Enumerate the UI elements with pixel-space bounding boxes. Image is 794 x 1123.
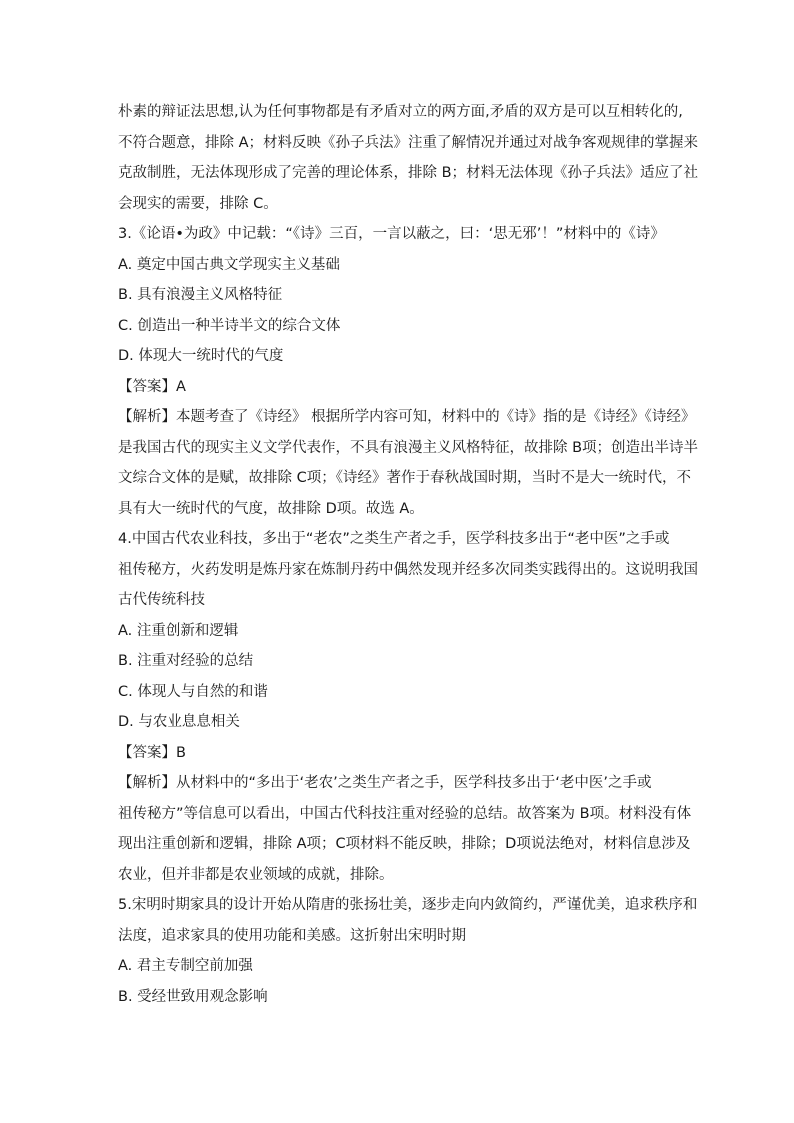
question-4 xyxy=(118,524,698,890)
question-5 xyxy=(118,890,698,1012)
analysis-line: 【解析】本题考查了《诗经》 根据所学内容可知，材料中的《诗》指的是《诗经》《诗经》 xyxy=(118,409,696,425)
analysis-line: 现出注重创新和逻辑，排除 A项；C项材料不能反映，排除；D项说法绝对，材料信息涉及 xyxy=(118,836,691,852)
prev-analysis-continuation xyxy=(118,97,699,219)
question-3 xyxy=(118,219,699,524)
analysis-line: 【解析】从材料中的“多出于‘老农’之类生产者之手，医学科技多出于‘老中医’之手或 xyxy=(118,775,652,791)
question-stem-line: 法度，追求家具的使用功能和美感。这折射出宋明时期 xyxy=(118,927,466,944)
answer-option: B. 受经世致用观念影响 xyxy=(118,988,268,1005)
question-stem-line: 5.宋明时期家具的设计开始从隋唐的张扬壮美，逐步走向内敛简约，严谨优美，追求秩序和 xyxy=(118,897,698,913)
analysis-line: 是我国古代的现实主义文学代表作，不具有浪漫主义风格特征，故排除 B项；创造出半诗半 xyxy=(118,439,699,456)
question-stem-line: 3.《论语•为政》中记载：“《诗》三百，一言以蔽之，曰：‘思无邪’！”材料中的《诗》 xyxy=(118,226,665,242)
paragraph-line: 不符合题意，排除 A；材料反映《孙子兵法》注重了解情况并通过对战争客观规律的掌握来 xyxy=(118,134,699,151)
document-page xyxy=(118,97,699,1012)
answer-label: 【答案】B xyxy=(118,744,186,761)
answer-option: C. 体现人与自然的和谐 xyxy=(118,683,268,700)
question-stem-line: 祖传秘方，火药发明是炼丹家在炼制丹药中偶然发现并经多次同类实践得出的。这说明我国 xyxy=(118,561,698,578)
answer-option: A. 注重创新和逻辑 xyxy=(118,622,239,639)
answer-option: C. 创造出一种半诗半文的综合文体 xyxy=(118,317,341,334)
answer-option: A. 君主专制空前加强 xyxy=(118,958,253,974)
question-stem-line: 古代传统科技 xyxy=(118,592,205,608)
analysis-line: 祖传秘方”等信息可以看出，中国古代科技注重对经验的总结。故答案为 B项。材料没有体 xyxy=(118,805,692,822)
answer-option: B. 具有浪漫主义风格特征 xyxy=(118,287,283,303)
answer-option: D. 与农业息息相关 xyxy=(118,714,240,730)
answer-option: D. 体现大一统时代的气度 xyxy=(118,348,284,364)
analysis-line: 农业，但并非都是农业领域的成就，排除。 xyxy=(118,866,394,883)
question-stem-line: 4.中国古代农业科技，多出于“老农”之类生产者之手，医学科技多出于“老中医”之手或 xyxy=(118,531,670,547)
paragraph-line: 克敌制胜，无法体现形成了完善的理论体系，排除 B；材料无法体现《孙子兵法》适应了社 xyxy=(118,165,699,181)
answer-option: B. 注重对经验的总结 xyxy=(118,653,254,669)
answer-label: 【答案】A xyxy=(118,378,186,395)
analysis-line: 具有大一统时代的气度，故排除 D项。故选 A。 xyxy=(118,500,424,517)
paragraph-line: 朴素的辩证法思想,认为任何事物都是有矛盾对立的两方面,矛盾的双方是可以互相转化的, xyxy=(118,104,683,120)
paragraph-line: 会现实的需要，排除 C。 xyxy=(118,195,278,212)
answer-option: A. 奠定中国古典文学现实主义基础 xyxy=(118,256,340,273)
analysis-line: 文综合文体的是赋，故排除 C项；《诗经》著作于春秋战国时期，当时不是大一统时代，不 xyxy=(118,470,691,486)
